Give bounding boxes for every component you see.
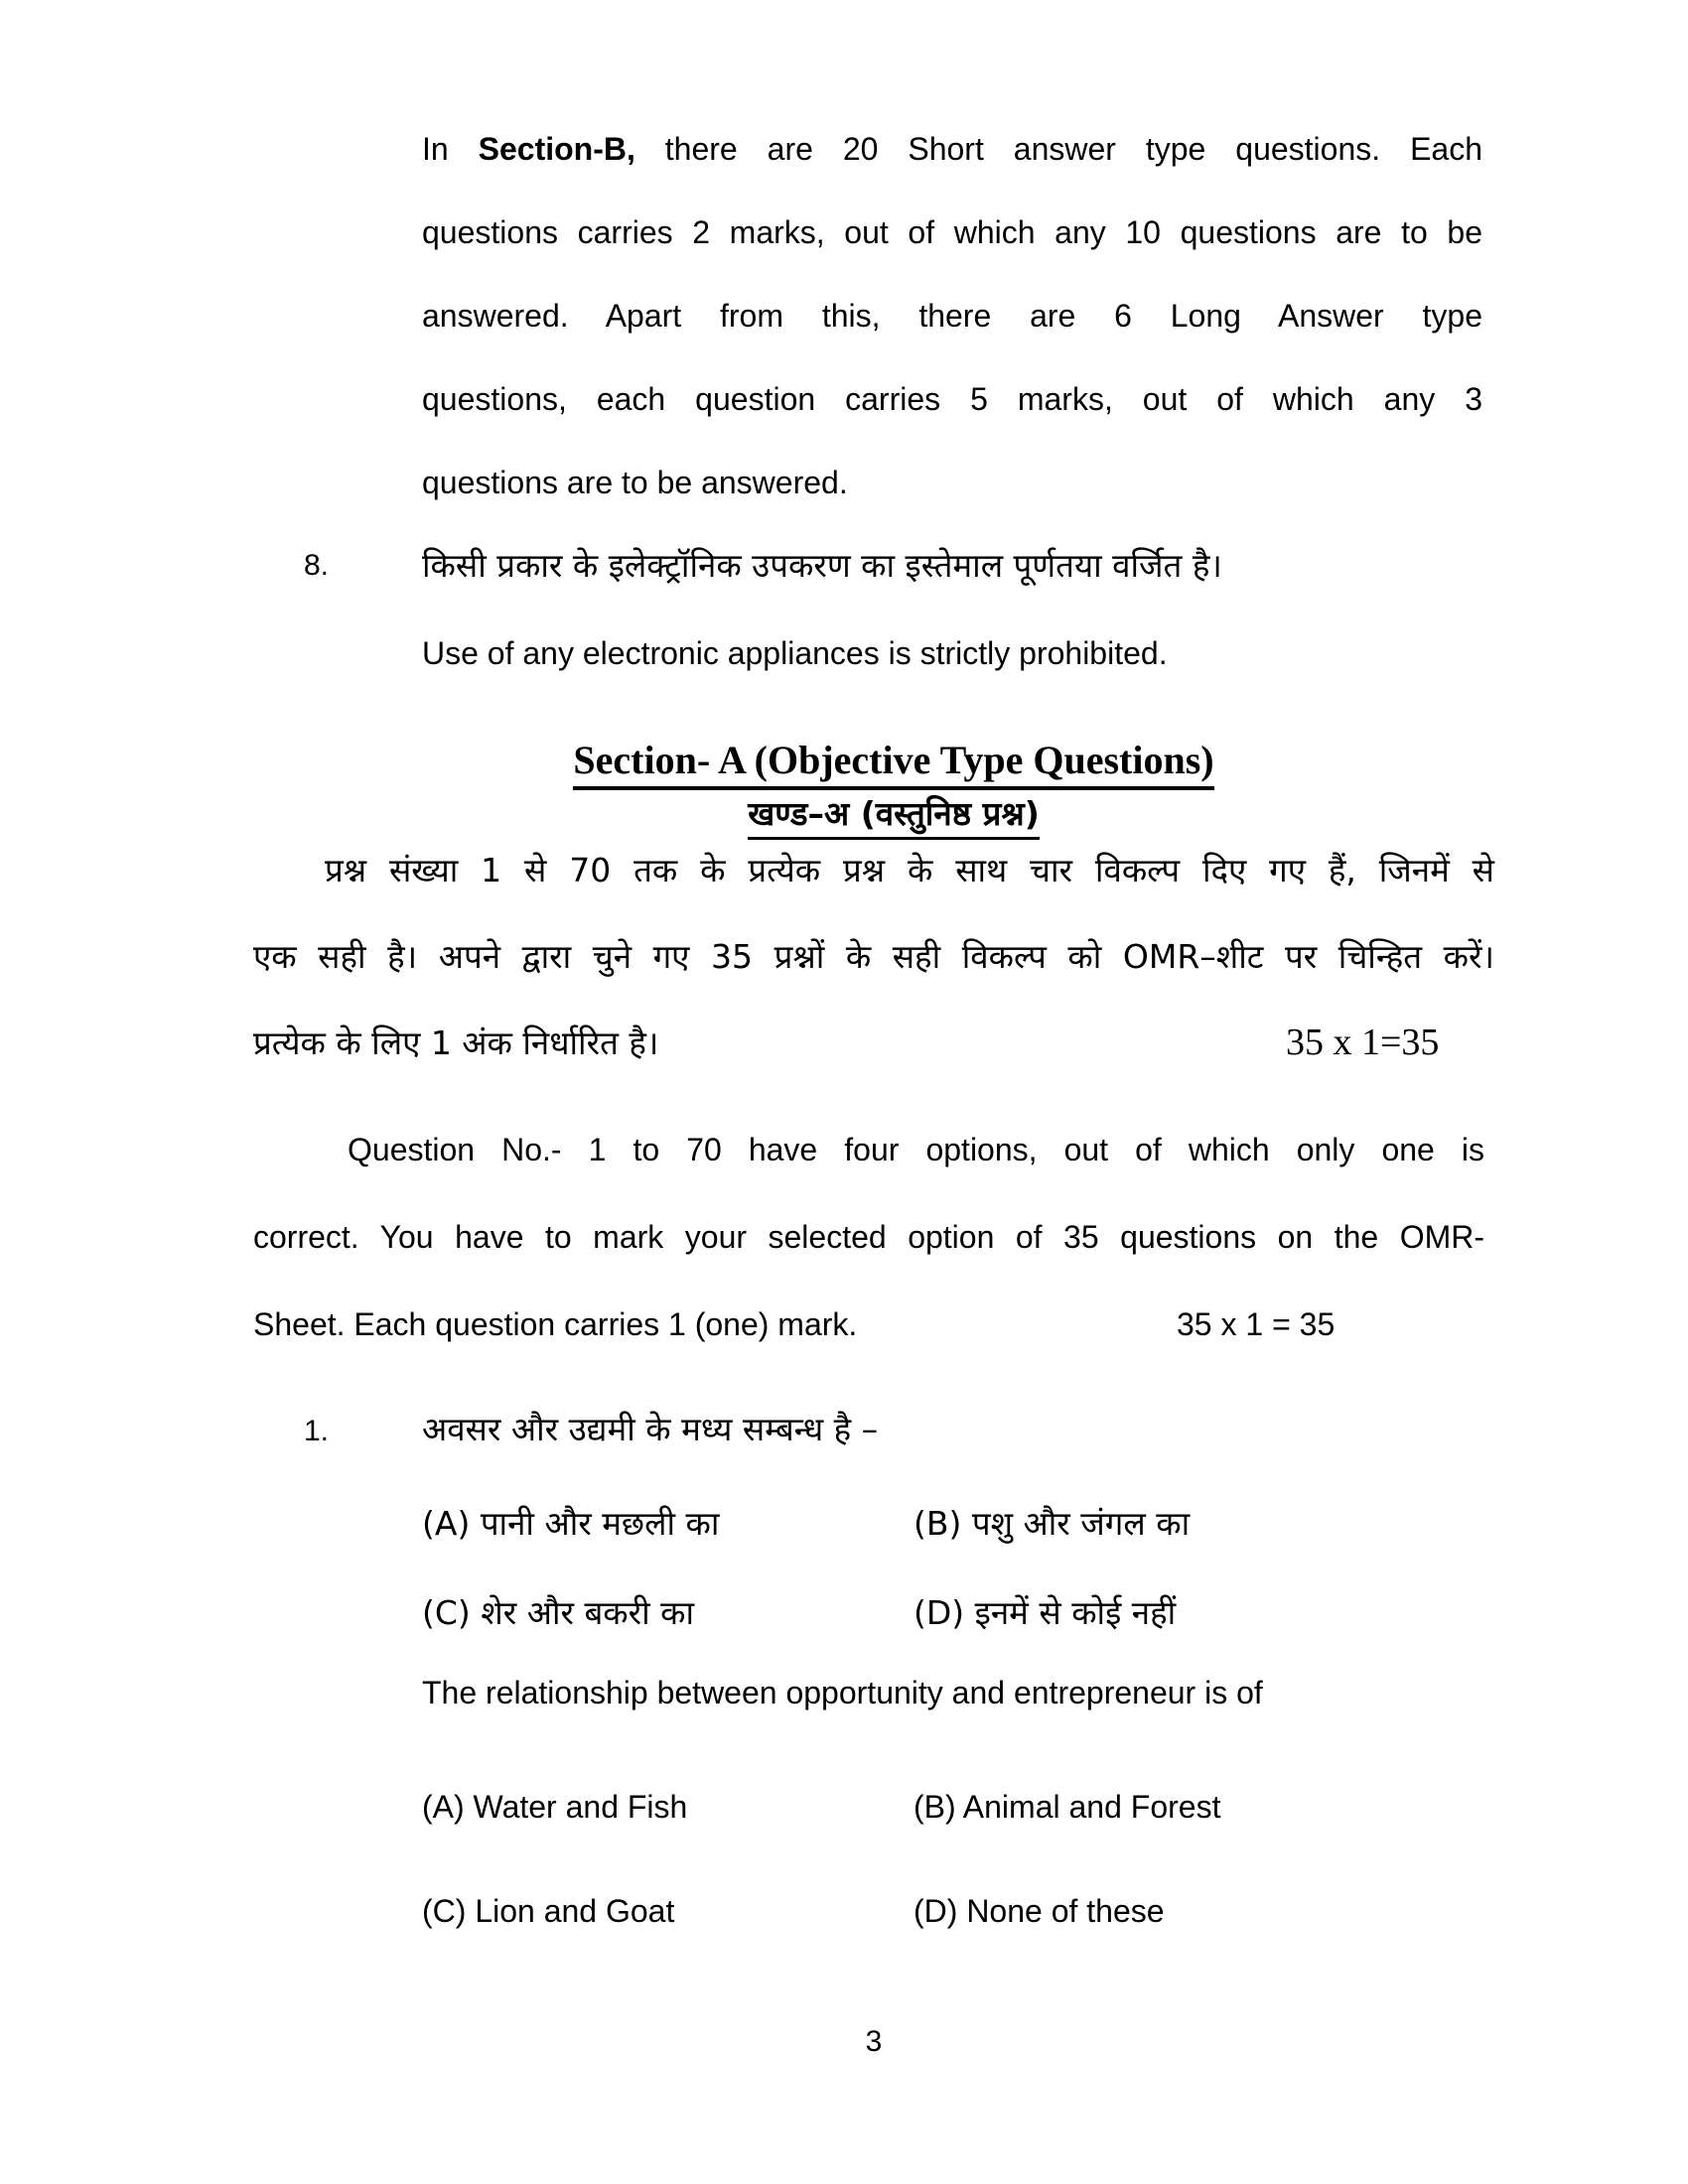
section-a-intro-hindi (253, 827, 1494, 1086)
section-a-intro-english (253, 1106, 1484, 1368)
section-a-intro-hindi-line-1: प्रश्न संख्या 1 से 70 तक के प्रत्येक प्रश्न के साथ चार विकल्प दिए गए हैं, जिनमें से (325, 851, 1494, 889)
question-1-number: 1. (304, 1415, 330, 1447)
question-1-option-b-hindi: (B) पशु और जंगल का (914, 1504, 1191, 1543)
section-a-intro-english-line-2: correct. You have to mark your selected option of 35 questions on the OMR- (253, 1219, 1484, 1255)
instruction-7-line-1-pre: In (422, 131, 479, 167)
instruction-8-english-text: Use of any electronic appliances is strictly prohibited. (422, 635, 1168, 671)
section-a-hindi-marks-scheme: 35 x 1=35 (1286, 1022, 1440, 1063)
instruction-8-number: 8. (304, 549, 330, 582)
question-1-option-a-english: (A) Water and Fish (422, 1789, 688, 1825)
instruction-7-line-4: questions, each question carries 5 marks, out of which any 3 (422, 381, 1482, 417)
question-1-hindi-text: अवसर और उद्यमी के मध्य सम्बन्ध है – (422, 1410, 879, 1448)
question-1-option-d-hindi: (D) इनमें से कोई नहीं (914, 1593, 1177, 1632)
instruction-7-line-2: questions carries 2 marks, out of which any 10 questions are to be (422, 214, 1482, 250)
question-1-option-b-english: (B) Animal and Forest (914, 1789, 1221, 1825)
section-a-intro-hindi-line-3-text: प्रत्येक के लिए 1 अंक निर्धारित है। (253, 1024, 659, 1062)
section-a-intro-hindi-line-3 (253, 1000, 1494, 1086)
section-a-heading-english (268, 737, 1519, 790)
section-a-heading-english-text: Section- A (Objective Type Questions) (573, 737, 1213, 790)
instruction-7-line-3: answered. Apart from this, there are 6 Long Answer type (422, 298, 1482, 334)
section-a-intro-english-line-1: Question No.- 1 to 70 have four options, out of which only one is (348, 1132, 1484, 1167)
instruction-7-line-1-post: there are 20 Short answer type questions. Each (634, 131, 1483, 167)
section-a-intro-english-line-3 (253, 1281, 1484, 1368)
instruction-7-paragraph (422, 107, 1482, 524)
section-a-heading-hindi-text: खण्ड–अ (वस्तुनिष्ठ प्रश्न) (748, 790, 1040, 840)
section-a-intro-english-line-3-text: Sheet. Each question carries 1 (one) mark. (253, 1306, 858, 1342)
question-1-option-d-english: (D) None of these (914, 1893, 1165, 1929)
instruction-7-line-1 (422, 107, 1482, 191)
instruction-7-line-5: questions are to be answered. (422, 465, 848, 500)
question-1-option-c-hindi: (C) शेर और बकरी का (422, 1593, 695, 1632)
section-a-intro-hindi-line-2: एक सही है। अपने द्वारा चुने गए 35 प्रश्नों के सही विकल्प को OMR–शीट पर चिन्हित करें। (253, 937, 1494, 976)
section-b-bold-label: Section-B, (478, 131, 635, 167)
instruction-8-hindi-text: किसी प्रकार के इलेक्ट्रॉनिक उपकरण का इस्तेमाल पूर्णतया वर्जित है। (422, 546, 1222, 585)
section-a-english-marks-scheme: 35 x 1 = 35 (1177, 1306, 1336, 1342)
question-1-option-a-hindi: (A) पानी और मछली का (422, 1504, 720, 1543)
question-1-option-c-english: (C) Lion and Goat (422, 1893, 675, 1929)
question-1-english-text: The relationship between opportunity and entrepreneur is of (422, 1675, 1263, 1710)
page-number: 3 (865, 2025, 883, 2058)
